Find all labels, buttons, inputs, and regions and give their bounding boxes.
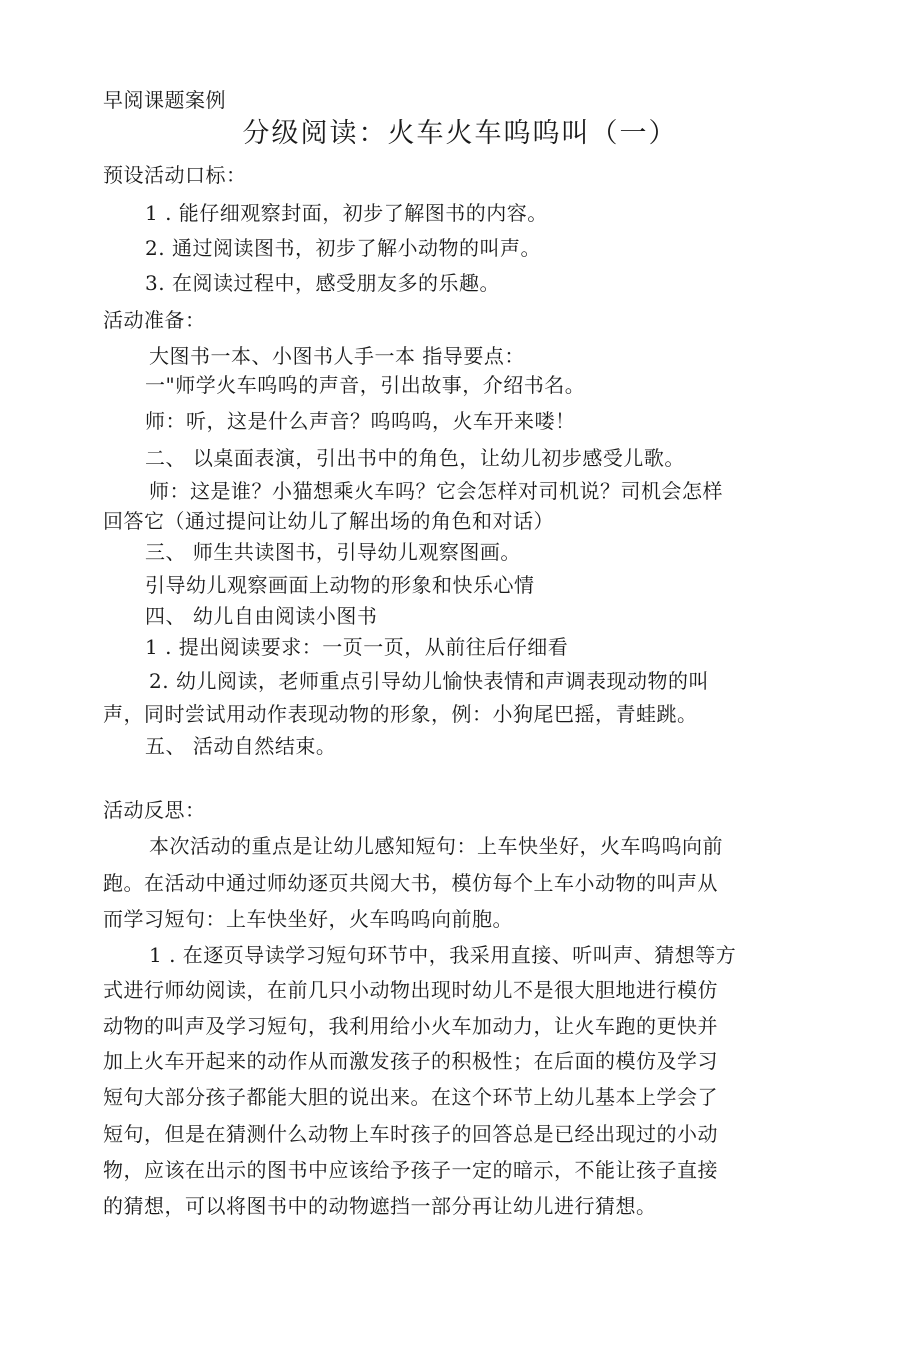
step-line: 三、 师生共读图书，引导幼儿观察图画。	[145, 540, 521, 564]
reflection-line: 1 . 在逐页导读学习短句环节中，我采用直接、听叫声、猜想等方	[149, 943, 737, 967]
step-line: 1 . 提出阅读要求：一页一页，从前往后仔细看	[145, 635, 569, 659]
step-line: 五、 活动自然结束。	[145, 734, 337, 758]
reflection-line: 式进行师幼阅读，在前几只小动物出现时幼儿不是很大胆地进行模仿	[103, 978, 718, 1002]
goal-item: 3. 在阅读过程中，感受朋友多的乐趣。	[145, 271, 500, 295]
step-line: 2. 幼儿阅读，老师重点引导幼儿愉快表情和声调表现动物的叫	[149, 669, 709, 693]
reflection-heading: 活动反思：	[103, 798, 206, 822]
reflection-line: 短句，但是在猜测什么动物上车时孩子的回答总是已经出现过的小动	[103, 1122, 718, 1146]
step-line: 师：这是谁？小猫想乘火车吗？它会怎样对司机说？司机会怎样	[149, 479, 723, 503]
reflection-line: 本次活动的重点是让幼儿感知短句：上车快坐好，火车呜呜向前	[149, 834, 723, 858]
reflection-line: 的猜想，可以将图书中的动物遮挡一部分再让幼儿进行猜想。	[103, 1194, 657, 1218]
document-title: 分级阅读：火车火车呜呜叫（一）	[242, 118, 678, 149]
reflection-line: 短句大部分孩子都能大胆的说出来。在这个环节上幼儿基本上学会了	[103, 1085, 718, 1109]
header-tag: 早阅课题案例	[103, 88, 226, 112]
reflection-line: 动物的叫声及学习短句，我利用给小火车加动力，让火车跑的更快并	[103, 1014, 718, 1038]
goals-heading: 预设活动口标：	[103, 163, 247, 187]
step-line: 二、 以桌面表演，引出书中的角色，让幼儿初步感受儿歌。	[145, 446, 685, 470]
reflection-line: 物，应该在出示的图书中应该给予孩子一定的暗示，不能让孩子直接	[103, 1158, 718, 1182]
step-line: 回答它（通过提问让幼儿了解出场的角色和对话）	[103, 509, 554, 533]
reflection-line: 而学习短句：上车快坐好，火车呜呜向前胞。	[103, 907, 513, 931]
step-line: 声，同时尝试用动作表现动物的形象，例：小狗尾巴摇，青蛙跳。	[103, 702, 698, 726]
reflection-line: 加上火车开起来的动作从而激发孩子的积极性；在后面的模仿及学习	[103, 1049, 718, 1073]
step-line: 四、 幼儿自由阅读小图书	[145, 604, 378, 628]
goal-item: 1 . 能仔细观察封面，初步了解图书的内容。	[145, 201, 548, 225]
goal-item: 2. 通过阅读图书，初步了解小动物的叫声。	[145, 236, 541, 260]
reflection-line: 跑。在活动中通过师幼逐页共阅大书，模仿每个上车小动物的叫声从	[103, 871, 718, 895]
step-line: 师：听，这是什么声音？呜呜呜，火车开来喽！	[145, 409, 576, 433]
preparation-materials: 大图书一本、小图书人手一本 指导要点：	[149, 344, 525, 368]
preparation-heading: 活动准备：	[103, 308, 206, 332]
step-line: 一"师学火车呜呜的声音，引出故事，介绍书名。	[145, 373, 586, 397]
step-line: 引导幼儿观察画面上动物的形象和快乐心情	[145, 573, 535, 597]
